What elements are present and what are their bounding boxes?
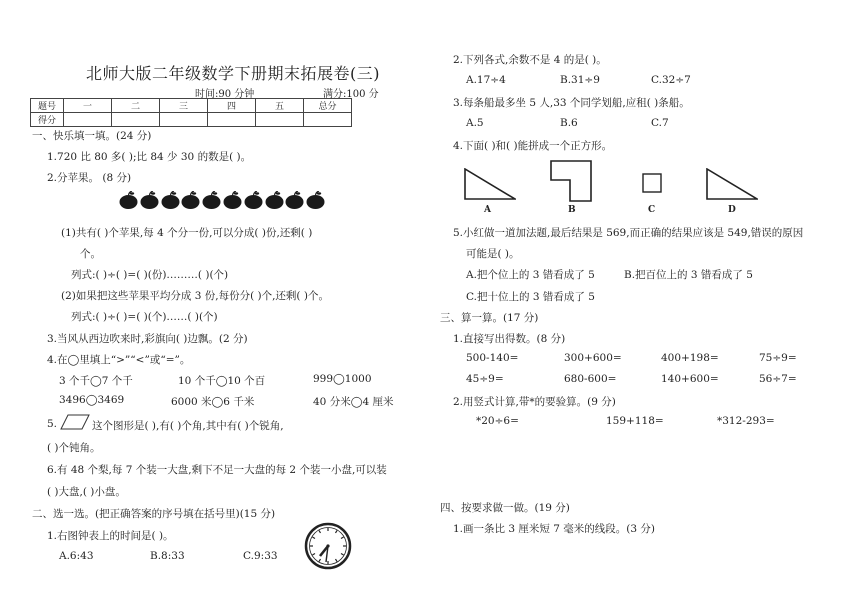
section-4-heading: 四、按要求做一做。(19 分): [440, 502, 570, 514]
vertical-calc-item: 159+118=: [606, 415, 664, 427]
compare-item: 3 个千◯7 个千: [59, 375, 133, 387]
option-b: B.把百位上的 3 错看成了 5: [624, 269, 753, 281]
shape-label-d: D: [728, 205, 736, 215]
score-table-header-row: [31, 99, 352, 113]
question-4-1: 1.画一条比 3 厘米短 7 毫米的线段。(3 分): [453, 523, 655, 535]
compare-item: 10 个千◯10 个百: [178, 375, 266, 387]
question-1-6: 6.有 48 个梨,每 7 个装一大盘,剩下不足一大盘的每 2 个装一小盘,可以装: [47, 464, 387, 476]
apple-icon: [181, 191, 200, 209]
score-table-cell: 总分: [304, 99, 352, 113]
apple-icon: [202, 191, 221, 209]
apple-icon: [265, 191, 284, 209]
score-table-cell: 三: [160, 99, 208, 113]
question-1-2-1: (1)共有( )个苹果,每 4 个分一份,可以分成( )份,还剩( ): [61, 227, 313, 239]
apple-icon: [285, 191, 304, 209]
apple-icon: [119, 191, 138, 209]
question-1-2-2: (2)如果把这些苹果平均分成 3 份,每份分( )个,还剩( )个。: [61, 290, 329, 302]
calc-item: 45÷9=: [466, 373, 504, 385]
question-1-2: 2.分苹果。 (8 分): [47, 172, 132, 184]
apple-icon: [244, 191, 263, 209]
section-1-heading: 一、快乐填一填。(24 分): [32, 130, 152, 142]
page-title: 北师大版二年级数学下册期末拓展卷(三): [86, 64, 380, 83]
shape-label-c: C: [648, 205, 656, 215]
option-c: C.把十位上的 3 错看成了 5: [466, 291, 595, 303]
question-2-5: 5.小红做一道加法题,最后结果是 569,而正确的结果应该是 549,错误的原因: [453, 227, 804, 239]
option-a: A.17÷4: [466, 74, 506, 86]
question-2-1: 1.右图钟表上的时间是( )。: [47, 530, 174, 542]
vertical-calc-item: *312-293=: [717, 415, 775, 427]
option-b: B.31÷9: [560, 74, 600, 86]
score-input-cell[interactable]: [160, 113, 208, 127]
question-2-3: 3.每条船最多坐 5 人,33 个同学划船,应租( )条船。: [453, 97, 690, 109]
apple-icon: [223, 191, 242, 209]
compare-item: 40 分米◯4 厘米: [313, 396, 394, 408]
calc-item: 300+600=: [564, 352, 622, 364]
question-1-4: 4.在◯里填上“>”“<”或“=”。: [47, 354, 191, 366]
compare-item: 3496◯3469: [59, 394, 125, 406]
score-input-cell[interactable]: [256, 113, 304, 127]
score-table-cell: 四: [208, 99, 256, 113]
question-2-5-cont: 可能是( )。: [466, 248, 520, 260]
score-table-cell: 题号: [31, 99, 64, 113]
question-1-3: 3.当风从西边吹来时,彩旗向( )边飘。(2 分): [47, 333, 248, 345]
shape-label-b: B: [568, 205, 576, 215]
option-a: A.把个位上的 3 错看成了 5: [466, 269, 595, 281]
question-1-2-1-cont: 个。: [80, 248, 101, 260]
calc-item: 140+600=: [661, 373, 719, 385]
section-2-heading: 二、选一选。(把正确答案的序号填在括号里)(15 分): [32, 508, 276, 520]
option-a: A.5: [466, 117, 484, 129]
calc-item: 75÷9=: [759, 352, 797, 364]
score-table-cell: 二: [112, 99, 160, 113]
option-c: C.9:33: [243, 550, 278, 562]
question-1-1: 1.720 比 80 多( );比 84 少 30 的数是( )。: [47, 151, 252, 163]
question-1-2-2-formula: 列式:( )÷( )=( )(个)……( )(个): [71, 311, 218, 323]
option-c: C.7: [651, 117, 669, 129]
score-input-cell[interactable]: [112, 113, 160, 127]
score-table-cell: 得分: [31, 113, 64, 127]
score-table-cell: 一: [64, 99, 112, 113]
question-1-5-number: 5.: [47, 418, 58, 430]
apple-icon: [161, 191, 180, 209]
calc-item: 680-600=: [564, 373, 617, 385]
option-b: B.6: [560, 117, 578, 129]
question-2-2: 2.下列各式,余数不是 4 的是( )。: [453, 54, 607, 66]
apple-row: [119, 191, 327, 213]
score-table-score-row: [31, 113, 352, 127]
apple-icon: [140, 191, 159, 209]
score-input-cell[interactable]: [208, 113, 256, 127]
option-a: A.6:43: [59, 550, 94, 562]
question-1-5: 这个图形是( ),有( )个角,其中有( )个锐角,: [92, 420, 284, 432]
score-input-cell[interactable]: [304, 113, 352, 127]
time-limit: 时间:90 分钟: [195, 89, 255, 100]
compare-item: 6000 米◯6 千米: [171, 396, 255, 408]
calc-item: 400+198=: [661, 352, 719, 364]
full-score: 满分:100 分: [323, 89, 379, 100]
shape-label-a: A: [484, 205, 491, 215]
score-input-cell[interactable]: [64, 113, 112, 127]
option-b: B.8:33: [150, 550, 185, 562]
question-1-2-1-formula: 列式:( )÷( )=( )(份)………( )(个): [71, 269, 229, 281]
option-c: C.32÷7: [651, 74, 691, 86]
question-3-2: 2.用竖式计算,带*的要验算。(9 分): [453, 396, 616, 408]
question-2-4: 4.下面( )和( )能拼成一个正方形。: [453, 140, 613, 152]
compare-item: 999◯1000: [313, 373, 372, 385]
score-table-cell: 五: [256, 99, 304, 113]
question-1-6-cont: ( )大盘,( )小盘。: [47, 486, 126, 498]
score-table: [30, 98, 352, 127]
apple-icon: [306, 191, 325, 209]
calc-item: 500-140=: [466, 352, 519, 364]
question-3-1: 1.直接写出得数。(8 分): [453, 333, 566, 345]
vertical-calc-item: *20÷6=: [476, 415, 519, 427]
question-1-5-cont: ( )个钝角。: [47, 442, 101, 454]
calc-item: 56÷7=: [759, 373, 797, 385]
section-3-heading: 三、算一算。(17 分): [440, 312, 539, 324]
